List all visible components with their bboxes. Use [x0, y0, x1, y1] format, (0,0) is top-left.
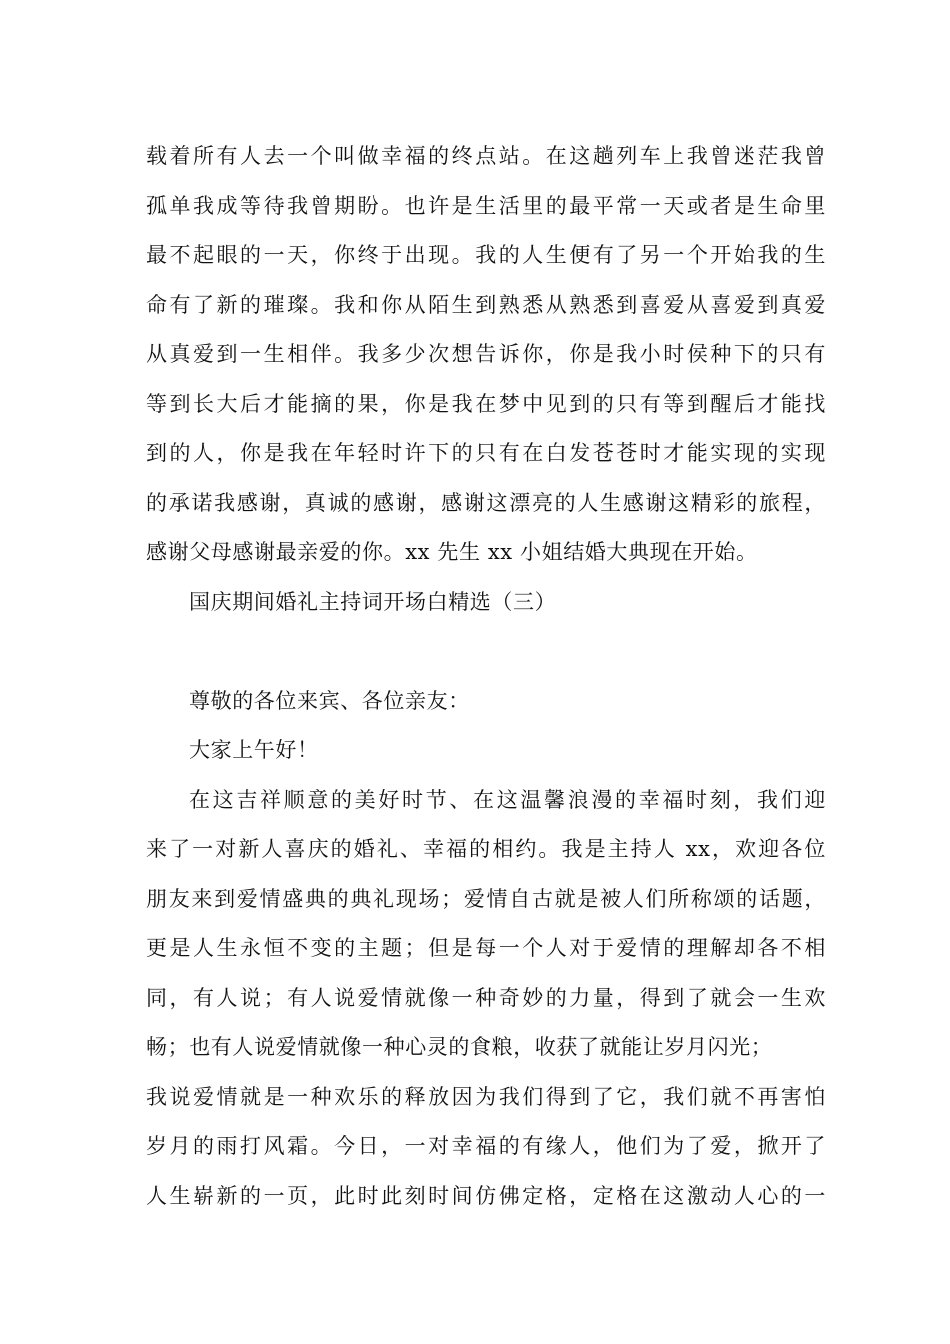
- paragraph-line: 载着所有人去一个叫做幸福的终点站。在这趟列车上我曾迷茫我曾: [146, 144, 826, 168]
- paragraph-line: 最不起眼的一天，你终于出现。我的人生便有了另一个开始我的生: [146, 243, 826, 267]
- section-heading: 国庆期间婚礼主持词开场白精选（三）: [189, 589, 557, 614]
- blank-line: [146, 627, 826, 677]
- greeting: 大家上午好！: [189, 738, 319, 762]
- paragraph-line: 岁月的雨打风霜。今日，一对幸福的有缘人，他们为了爱，掀开了: [146, 1134, 826, 1158]
- paragraph-line: 畅；也有人说爱情就像一种心灵的食粮，收获了就能让岁月闪光；: [146, 1035, 773, 1059]
- paragraph-line: 孤单我成等待我曾期盼。也许是生活里的最平常一天或者是生命里: [146, 193, 826, 218]
- paragraph-line: 更是人生永恒不变的主题；但是每一个人对于爱情的理解却各不相: [146, 936, 826, 960]
- paragraph-line: 人生崭新的一页，此时此刻时间仿佛定格，定格在这激动人心的一: [146, 1183, 826, 1208]
- paragraph-line: 来了一对新人喜庆的婚礼、幸福的相约。我是主持人 xx，欢迎各位: [146, 837, 826, 861]
- paragraph-line: 在这吉祥顺意的美好时节、在这温馨浪漫的幸福时刻，我们迎: [189, 787, 826, 812]
- paragraph-line: 从真爱到一生相伴。我多少次想告诉你，你是我小时侯种下的只有: [146, 342, 826, 366]
- document-body: [146, 132, 826, 1221]
- paragraph-line: 等到长大后才能摘的果，你是我在梦中见到的只有等到醒后才能找: [146, 391, 826, 416]
- paragraph-line: 我说爱情就是一种欢乐的释放因为我们得到了它，我们就不再害怕: [146, 1084, 826, 1109]
- paragraph-line: 的承诺我感谢，真诚的感谢，感谢这漂亮的人生感谢这精彩的旅程，: [146, 490, 826, 515]
- paragraph-line: 朋友来到爱情盛典的典礼现场；爱情自古就是被人们所称颂的话题，: [146, 886, 826, 911]
- paragraph-line: 感谢父母感谢最亲爱的你。xx 先生 xx 小姐结婚大典现在开始。: [146, 540, 758, 564]
- paragraph-line: 到的人，你是我在年轻时许下的只有在白发苍苍时才能实现的实现: [146, 441, 826, 465]
- paragraph-line: 命有了新的璀璨。我和你从陌生到熟悉从熟悉到喜爱从喜爱到真爱: [146, 292, 826, 317]
- paragraph-line: 同，有人说；有人说爱情就像一种奇妙的力量，得到了就会一生欢: [146, 985, 826, 1010]
- salutation: 尊敬的各位来宾、各位亲友：: [189, 688, 470, 713]
